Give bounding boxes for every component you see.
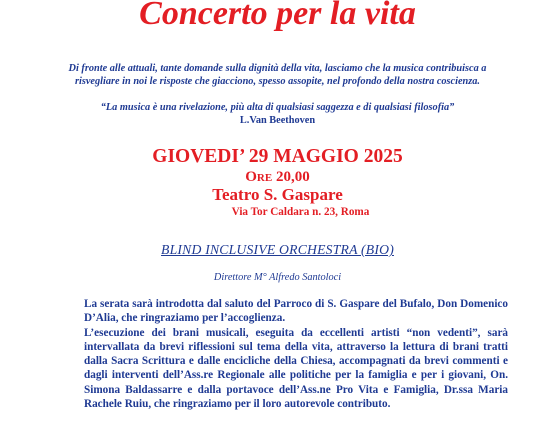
quote-text: “La musica è una rivelazione, più alta di qualsiasi saggezza e di qualsiasi filosofia” (100, 102, 455, 113)
quote-author: L.Van Beethoven (239, 115, 316, 126)
director-name: Direttore M° Alfredo Santoloci (213, 272, 342, 283)
orchestra-name: BLIND INCLUSIVE ORCHESTRA (BIO) (161, 242, 394, 257)
event-title: Concerto per la vita (139, 0, 416, 32)
description-paragraph-1: La serata sarà introdotta dal saluto del Parroco di S. Gaspare del Bufalo, Don Domenico D’Alia, che ringraziamo per l’accoglienza. (84, 298, 508, 325)
intro-text: Di fronte alle attuali, tante domande sulla dignità della vita, lasciamo che la musica contribuisca a risvegliare in noi le risposte che giacciono, spesso assopite, nel profondo della nostra coscienza. (68, 63, 487, 87)
event-description (84, 297, 508, 411)
event-date: GIOVEDI’ 29 MAGGIO 2025 (152, 146, 403, 167)
venue-address: Via Tor Caldara n. 23, Roma (231, 206, 370, 218)
event-time: Ore 20,00 (245, 169, 310, 185)
event-venue: Teatro S. Gaspare (212, 185, 343, 204)
description-paragraph-2: L’esecuzione dei brani musicali, eseguita da eccellenti artisti “non vedenti”, sarà intervallata da brevi riflessioni sul tema della vita, attraverso la lettura di brani tratti dalla Sacra Scrittura e dalle encicliche della Chiesa, accompagnati da brevi commenti e dagli interventi dell’Ass.re Regionale alle politiche per la famiglia e per i giovani, On. Simona Baldassarre e dalla portavoce dell’Ass.ne Pro Vita e Famiglia, Dr.ssa Maria Rachele Ruiu, che ringraziamo per il loro autorevole contributo. (84, 326, 508, 411)
